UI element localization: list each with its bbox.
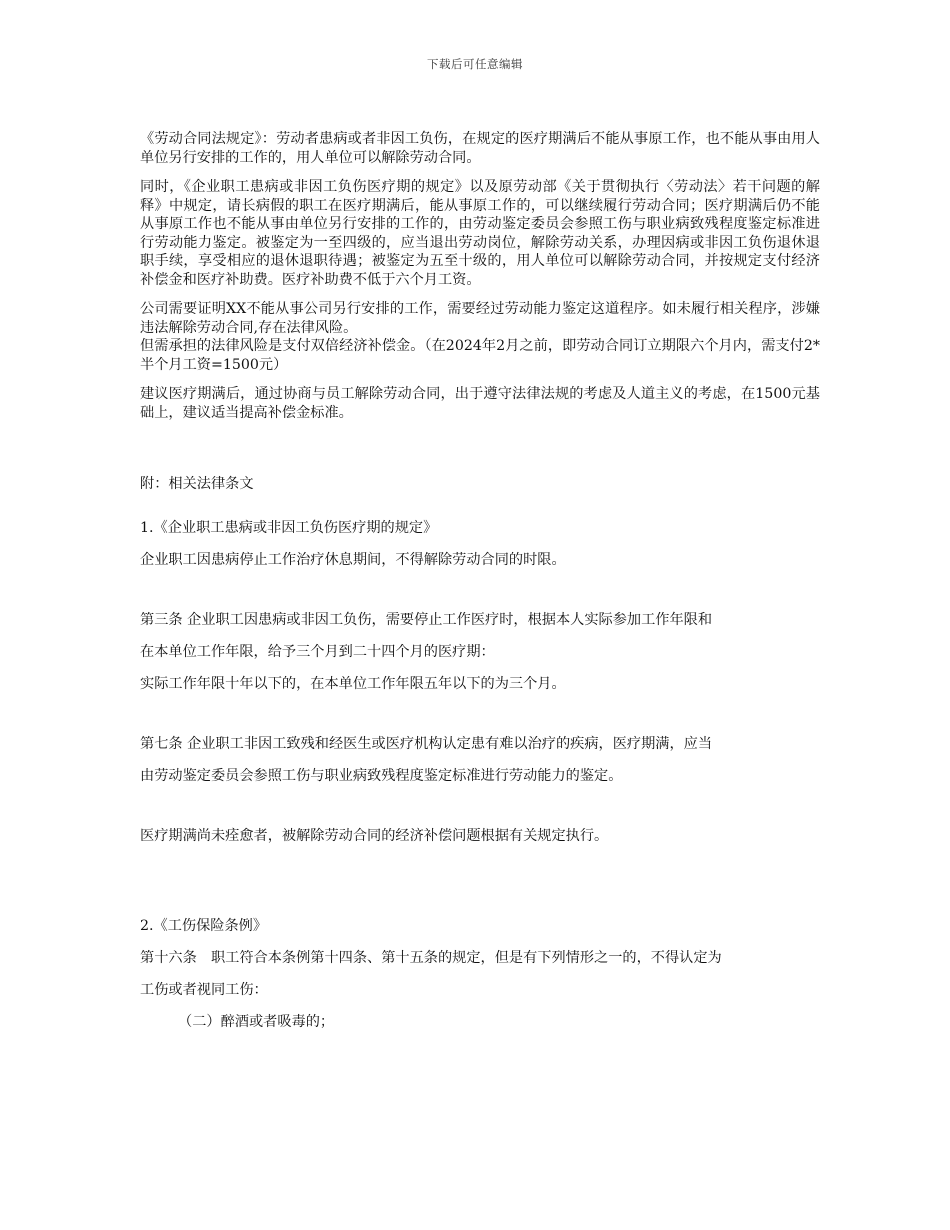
paragraph-legal-risk: 但需承担的法律风险是支付双倍经济补偿金。（在2024年2月之前，即劳动合同订立期限六个月内，需支付2*半个月工资=1500元）	[140, 338, 820, 373]
law1-closing-line: 医疗期满尚未痊愈者，被解除劳动合同的经济补偿问题根据有关规定执行。	[140, 828, 609, 844]
law1-article3-line: 在本单位工作年限，给予三个月到二十四个月的医疗期：	[140, 644, 495, 660]
law1-article7-line: 由劳动鉴定委员会参照工伤与职业病致残程度鉴定标准进行劳动能力的鉴定。	[140, 768, 623, 784]
paragraph-labor-contract-law: 《劳动合同法规定》：劳动者患病或者非因工负伤，在规定的医疗期满后不能从事原工作，也不能从事由用人单位另行安排的工作的，用人单位可以解除劳动合同。	[140, 131, 820, 166]
paragraph-recommendation: 建议医疗期满后，通过协商与员工解除劳动合同，出于遵守法律法规的考虑及人道主义的考虑，在1500元基础上，建议适当提高补偿金标准。	[140, 386, 820, 421]
law1-article3-line: 第三条 企业职工因患病或非因工负伤，需要停止工作医疗时，根据本人实际参加工作年限和	[140, 612, 713, 628]
law1-title: 1.《企业职工患病或非因工负伤医疗期的规定》	[140, 520, 438, 536]
law2-title: 2.《工伤保险条例》	[140, 918, 268, 934]
paragraph-company-procedure: 公司需要证明XX不能从事公司另行安排的工作，需要经过劳动能力鉴定这道程序。如未履行相关程序，涉嫌违法解除劳动合同,存在法律风险。	[140, 301, 820, 336]
law1-line: 企业职工因患病停止工作治疗休息期间，不得解除劳动合同的时限。	[140, 552, 566, 568]
law2-item: （二）醉酒或者吸毒的；	[178, 1014, 335, 1030]
law2-article16-line: 工伤或者视同工伤：	[140, 982, 268, 998]
law1-article7-line: 第七条 企业职工非因工致残和经医生或医疗机构认定患有难以治疗的疾病，医疗期满，应当	[140, 736, 713, 752]
law2-article16-line: 第十六条 职工符合本条例第十四条、第十五条的规定，但是有下列情形之一的，不得认定为	[140, 950, 722, 966]
appendix-title: 附：相关法律条文	[140, 476, 254, 492]
law1-article3-line: 实际工作年限十年以下的，在本单位工作年限五年以下的为三个月。	[140, 676, 566, 692]
document-body	[140, 130, 820, 1038]
page-header: 下载后可任意编辑	[427, 57, 523, 71]
paragraph-regulations: 同时，《企业职工患病或非因工负伤医疗期的规定》以及原劳动部《关于贯彻执行〈劳动法〉若干问题的解释》中规定，请长病假的职工在医疗期满后，能从事原工作的，可以继续履行劳动合同；医疗期满后仍不能从事原工作也不能从事由单位另行安排的工作的，由劳动鉴定委员会参照工伤与职业病致残程度鉴定标准进行劳动能力鉴定。被鉴定为一至四级的，应当退出劳动岗位，解除劳动关系，办理因病或非因工负伤退休退职手续，享受相应的退休退职待遇；被鉴定为五至十级的，用人单位可以解除劳动合同，并按规定支付经济补偿金和医疗补助费。医疗补助费不低于六个月工资。	[140, 179, 820, 288]
